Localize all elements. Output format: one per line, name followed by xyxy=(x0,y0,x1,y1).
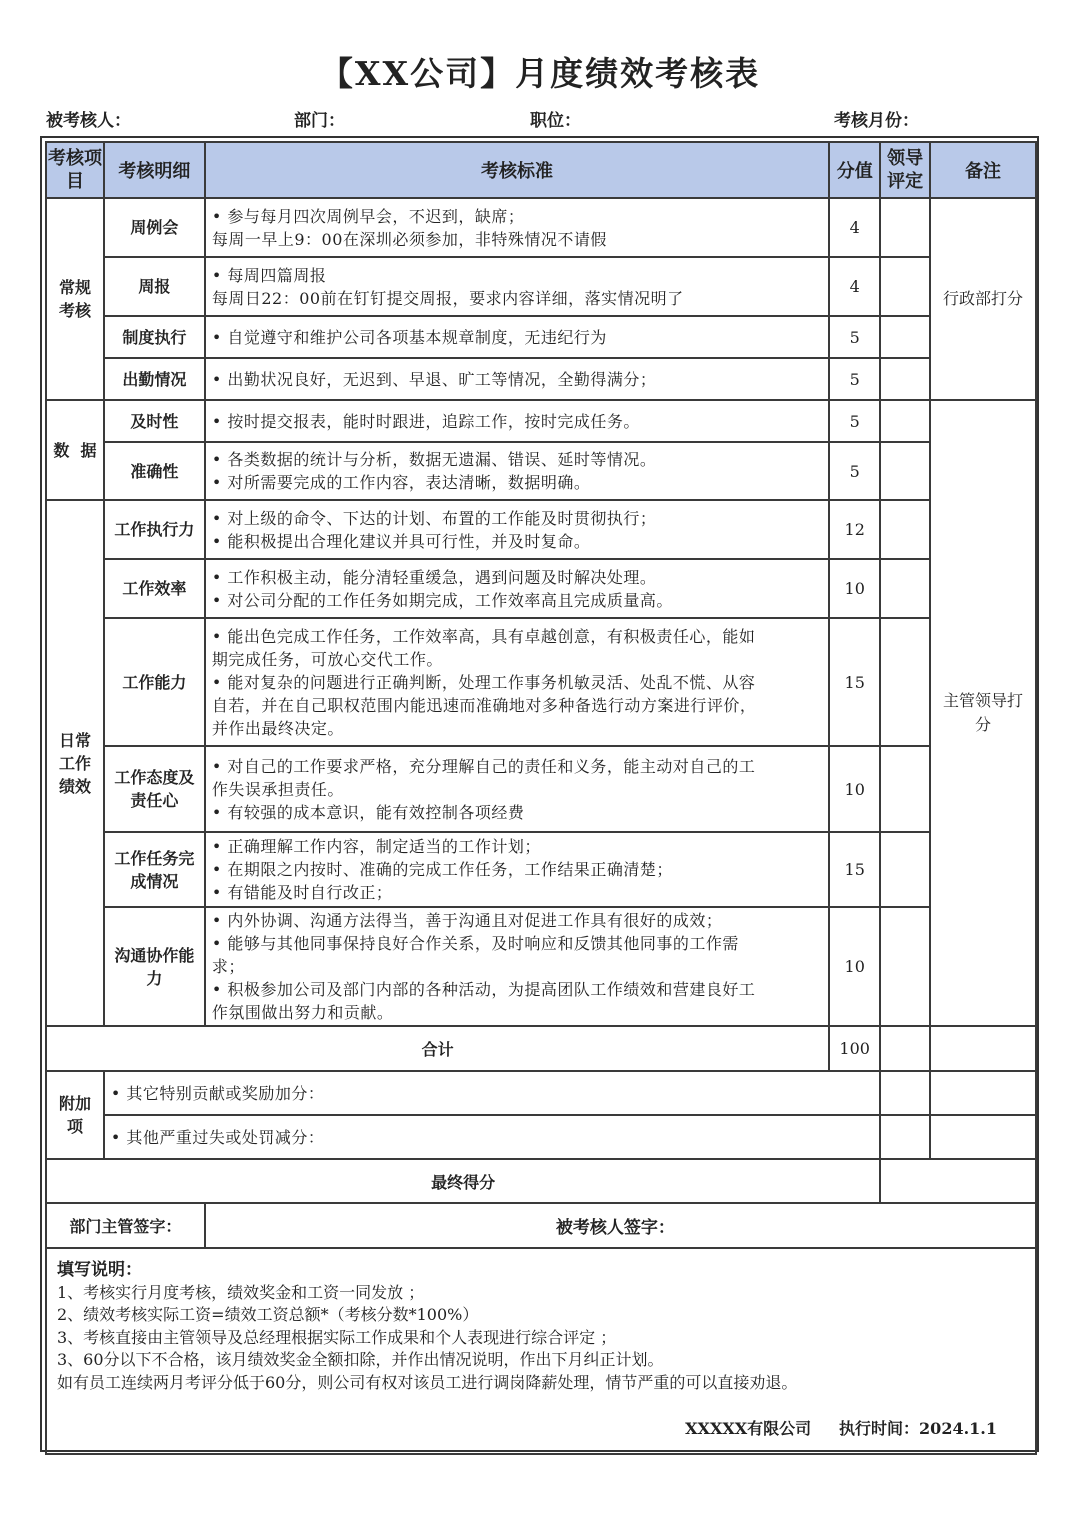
table-row xyxy=(46,358,1036,400)
row-standard: • 出勤状况良好，无迟到、早退、旷工等情况，全勤得满分； xyxy=(205,358,829,400)
leader-rating-cell[interactable] xyxy=(880,442,930,500)
row-item: 工作任务完成情况 xyxy=(104,832,205,907)
signature-row xyxy=(46,1203,1036,1248)
row-standard: • 每周四篇周报 每周日22：00前在钉钉提交周报，要求内容详细，落实情况明了 xyxy=(205,257,829,316)
row-score: 15 xyxy=(829,832,880,907)
assessment-table xyxy=(45,141,1037,1455)
table-row xyxy=(46,400,1036,442)
table-row xyxy=(46,907,1036,1026)
row-standard: • 对自己的工作要求严格，充分理解自己的责任和义务，能主动对自己的工 作失误承担责任。 • 有较强的成本意识，能有效控制各项经费 xyxy=(205,746,829,832)
final-score-field[interactable] xyxy=(880,1159,1036,1203)
leader-rating-cell[interactable] xyxy=(880,907,930,1026)
row-standard: • 参与每月四次周例早会，不迟到，缺席； 每周一早上9：00在深圳必须参加，非特殊情况不请假 xyxy=(205,198,829,257)
header-row xyxy=(46,142,1036,198)
header-detail: 考核明细 xyxy=(104,142,205,198)
row-standard: • 工作积极主动，能分清轻重缓急，遇到问题及时解决处理。 • 对公司分配的工作任务如期完成，工作效率高且完成质量高。 xyxy=(205,559,829,618)
row-score: 10 xyxy=(829,559,880,618)
instructions xyxy=(46,1248,1036,1454)
row-item: 准确性 xyxy=(104,442,205,500)
row-item: 工作能力 xyxy=(104,618,205,746)
company-name: XXXXX有限公司 xyxy=(685,1419,812,1438)
row-score: 5 xyxy=(829,358,880,400)
remark-cell xyxy=(930,1071,1036,1115)
execution-info xyxy=(57,1418,1025,1441)
total-label: 合计 xyxy=(46,1026,829,1071)
assessment-sheet xyxy=(40,136,1039,1452)
final-score-label: 最终得分 xyxy=(46,1159,880,1203)
row-score: 5 xyxy=(829,442,880,500)
leader-rating-cell[interactable] xyxy=(880,1026,930,1071)
remark-cell xyxy=(930,1026,1036,1071)
group-regular: 常规考核 xyxy=(46,198,104,400)
leader-rating-cell[interactable] xyxy=(880,1071,930,1115)
group-extra: 附加项 xyxy=(46,1071,104,1159)
header-category: 考核项目 xyxy=(46,142,104,198)
leader-rating-cell[interactable] xyxy=(880,358,930,400)
row-standard: • 对上级的命令、下达的计划、布置的工作能及时贯彻执行； • 能积极提出合理化建议并具可行性，并及时复命。 xyxy=(205,500,829,559)
leader-rating-cell[interactable] xyxy=(880,1115,930,1159)
leader-rating-cell[interactable] xyxy=(880,746,930,832)
table-row xyxy=(46,559,1036,618)
header-remark: 备注 xyxy=(930,142,1036,198)
table-row xyxy=(46,618,1036,746)
instruction-line: 1、考核实行月度考核，绩效奖金和工资一同发放 ； xyxy=(57,1282,425,1302)
row-item: 及时性 xyxy=(104,400,205,442)
remark-admin: 行政部打分 xyxy=(930,198,1036,400)
group-daily: 日常工作绩效 xyxy=(46,500,104,1026)
table-row xyxy=(46,316,1036,358)
row-item: 周报 xyxy=(104,257,205,316)
table-row xyxy=(46,500,1036,559)
instruction-line: 3、考核直接由主管领导及总经理根据实际工作成果和个人表现进行综合评定 ； xyxy=(57,1327,617,1347)
row-item: 出勤情况 xyxy=(104,358,205,400)
row-score: 10 xyxy=(829,907,880,1026)
group-data: 数 据 xyxy=(46,400,104,500)
penalty-field[interactable]: • 其他严重过失或处罚减分： xyxy=(104,1115,880,1159)
row-score: 12 xyxy=(829,500,880,559)
instructions-heading: 填写说明： xyxy=(57,1260,142,1280)
instruction-line: 3、60分以下不合格，该月绩效奖金全额扣除，并作出情况说明，作出下月纠正计划。 xyxy=(57,1350,664,1369)
row-item: 制度执行 xyxy=(104,316,205,358)
remark-supervisor: 主管领导打分 xyxy=(930,400,1036,1026)
execution-time: 执行时间：2024.1.1 xyxy=(839,1419,997,1438)
leader-rating-cell[interactable] xyxy=(880,198,930,257)
table-row xyxy=(46,442,1036,500)
table-row xyxy=(46,746,1036,832)
page-title: 【XX公司】月度绩效考核表 xyxy=(319,54,761,93)
remark-cell xyxy=(930,1115,1036,1159)
row-score: 5 xyxy=(829,400,880,442)
row-standard: • 能出色完成工作任务，工作效率高，具有卓越创意，有积极责任心，能如 期完成任务，可放心交代工作。 • 能对复杂的问题进行正确判断，处理工作事务机敏灵活、处乱不慌、从容 自若，并在自己职权范围内能迅速而准确地对多种备选行动方案进行评价， 并作出最终决定。 xyxy=(205,618,829,746)
leader-rating-cell[interactable] xyxy=(880,559,930,618)
row-standard: • 各类数据的统计与分析，数据无遗漏、错误、延时等情况。 • 对所需要完成的工作内容，表达清晰，数据明确。 xyxy=(205,442,829,500)
total-score: 100 xyxy=(829,1026,880,1071)
row-standard: • 自觉遵守和维护公司各项基本规章制度，无违纪行为 xyxy=(205,316,829,358)
instruction-line: 2、绩效考核实际工资=绩效工资总额*（考核分数*100%） xyxy=(57,1305,479,1324)
header-standard: 考核标准 xyxy=(205,142,829,198)
leader-rating-cell[interactable] xyxy=(880,316,930,358)
final-score-row xyxy=(46,1159,1036,1203)
table-row xyxy=(46,198,1036,257)
row-item: 工作态度及责任心 xyxy=(104,746,205,832)
leader-rating-cell[interactable] xyxy=(880,500,930,559)
examinee-signature-cell[interactable] xyxy=(205,1203,1036,1248)
department-label: 部门： xyxy=(294,111,345,131)
row-item: 周例会 xyxy=(104,198,205,257)
examinee-label: 被考核人： xyxy=(46,111,131,131)
supervisor-signature-label: 部门主管签字： xyxy=(46,1203,205,1248)
row-score: 10 xyxy=(829,746,880,832)
row-item: 沟通协作能力 xyxy=(104,907,205,1026)
table-row xyxy=(46,832,1036,907)
leader-rating-cell[interactable] xyxy=(880,618,930,746)
leader-rating-cell[interactable] xyxy=(880,400,930,442)
instruction-line: 如有员工连续两月考评分低于60分，则公司有权对该员工进行调岗降薪处理，情节严重的可以直接劝退。 xyxy=(57,1372,798,1392)
examinee-signature-label: 被考核人签字： xyxy=(555,1218,675,1238)
row-standard: • 正确理解工作内容，制定适当的工作计划； • 在期限之内按时、准确的完成工作任务，工作结果正确清楚； • 有错能及时自行改正； xyxy=(205,832,829,907)
leader-rating-cell[interactable] xyxy=(880,257,930,316)
row-score: 15 xyxy=(829,618,880,746)
row-score: 4 xyxy=(829,198,880,257)
total-row xyxy=(46,1026,1036,1071)
month-label: 考核月份： xyxy=(834,111,919,131)
position-label: 职位： xyxy=(530,111,581,131)
bonus-row xyxy=(46,1071,1036,1115)
header-score: 分值 xyxy=(829,142,880,198)
row-standard: • 按时提交报表，能时时跟进，追踪工作，按时完成任务。 xyxy=(205,400,829,442)
row-item: 工作执行力 xyxy=(104,500,205,559)
penalty-row xyxy=(46,1115,1036,1159)
table-row xyxy=(46,257,1036,316)
header-leader: 领导评定 xyxy=(880,142,930,198)
leader-rating-cell[interactable] xyxy=(880,832,930,907)
instructions-row xyxy=(46,1248,1036,1454)
row-standard: • 内外协调、沟通方法得当，善于沟通且对促进工作具有很好的成效； • 能够与其他同事保持良好合作关系，及时响应和反馈其他同事的工作需 求； • 积极参加公司及部门内部的各种活动，为提高团队工作绩效和营建良好工 作氛围做出努力和贡献。 xyxy=(205,907,829,1026)
bonus-field[interactable]: • 其它特别贡献或奖励加分： xyxy=(104,1071,880,1115)
row-item: 工作效率 xyxy=(104,559,205,618)
row-score: 5 xyxy=(829,316,880,358)
row-score: 4 xyxy=(829,257,880,316)
